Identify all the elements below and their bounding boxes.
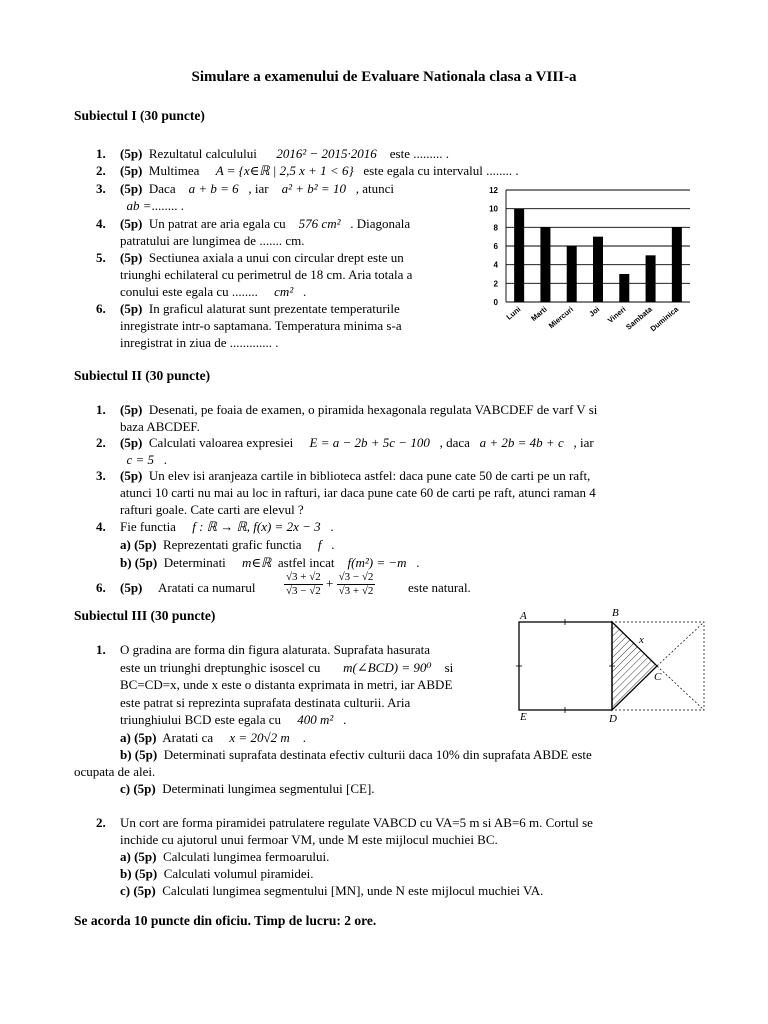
label-d: D	[609, 713, 617, 725]
label-e: E	[520, 711, 527, 723]
bar-vineri	[619, 274, 629, 302]
s3-problem-1c: c) (5p) Determinati lungimea segmentului [CE].	[120, 781, 375, 796]
footer-note: Se acorda 10 puncte din oficiu. Timp de lucru: 2 ore.	[74, 913, 377, 928]
y-tick-label: 4	[493, 260, 498, 270]
s2-item-6: 6. (5p) Aratati ca numarul $\frac{√3 + √2}{√3 - √2}$ + $\frac{√3 - √2}{√3 + √2}$ este natural.	[96, 571, 471, 597]
bar-sambata	[646, 255, 656, 302]
bar-duminica	[672, 227, 682, 302]
bar-joi	[593, 237, 603, 302]
s3-problem-2a: a) (5p) Calculati lungimea fermoarului.	[120, 849, 330, 864]
y-tick-label: 10	[489, 204, 498, 214]
section-3-heading: Subiectul III (30 puncte)	[74, 608, 216, 623]
garden-figure	[512, 602, 712, 726]
triangle-bcd	[612, 622, 657, 710]
s3-problem-2c: c) (5p) Calculati lungimea segmentului [MN], unde N este mijlocul muchiei VA.	[120, 883, 544, 898]
fraction-2: $\frac{√3 - √2}{√3 + √2}$	[338, 571, 374, 597]
x-tick-label: Miercuri	[546, 304, 575, 331]
x-tick-label: Joi	[587, 304, 602, 319]
fraction-1: $\frac{√3 + √2}{√3 - √2}$	[286, 571, 321, 597]
s3-problem-1a: a) (5p) Aratati ca x = 20√2 m .	[120, 730, 306, 745]
label-x: x	[639, 634, 644, 646]
temperature-bar-chart	[478, 182, 698, 362]
s3-problem-1b-cont: ocupata de alei.	[74, 764, 156, 779]
s2-item-4a: a) (5p) Reprezentati grafic functia f .	[120, 537, 335, 552]
bar-marti	[540, 227, 550, 302]
y-tick-label: 0	[493, 298, 498, 307]
label-b: B	[612, 607, 619, 619]
s3-problem-1b: b) (5p) Determinati suprafata destinata efectiv culturii daca 10% din suprafata ABDE este	[120, 747, 592, 762]
s2-item-4b: b) (5p) Determinati m∈ℝ astfel incat f(m²) = −m .	[120, 555, 420, 570]
section-2-heading: Subiectul II (30 puncte)	[74, 368, 211, 383]
y-tick-label: 8	[493, 223, 498, 233]
x-tick-label: Marti	[529, 304, 549, 324]
label-a: A	[520, 610, 527, 622]
square-abde	[519, 622, 612, 710]
bar-luni	[514, 209, 524, 302]
y-tick-label: 2	[493, 279, 498, 289]
page-title: Simulare a examenului de Evaluare Nationala clasa a VIII-a	[191, 69, 577, 85]
s3-problem-2b: b) (5p) Calculati volumul piramidei.	[120, 866, 314, 881]
x-tick-label: Luni	[504, 304, 523, 322]
label-c: C	[654, 671, 662, 683]
section-1-heading: Subiectul I (30 puncte)	[74, 108, 205, 123]
bar-miercuri	[567, 246, 577, 302]
y-tick-label: 6	[493, 242, 498, 251]
x-tick-label: Duminica	[648, 304, 681, 334]
y-tick-label: 12	[489, 186, 498, 195]
x-tick-label: Sambata	[624, 304, 654, 332]
x-tick-label: Vineri	[605, 304, 628, 325]
